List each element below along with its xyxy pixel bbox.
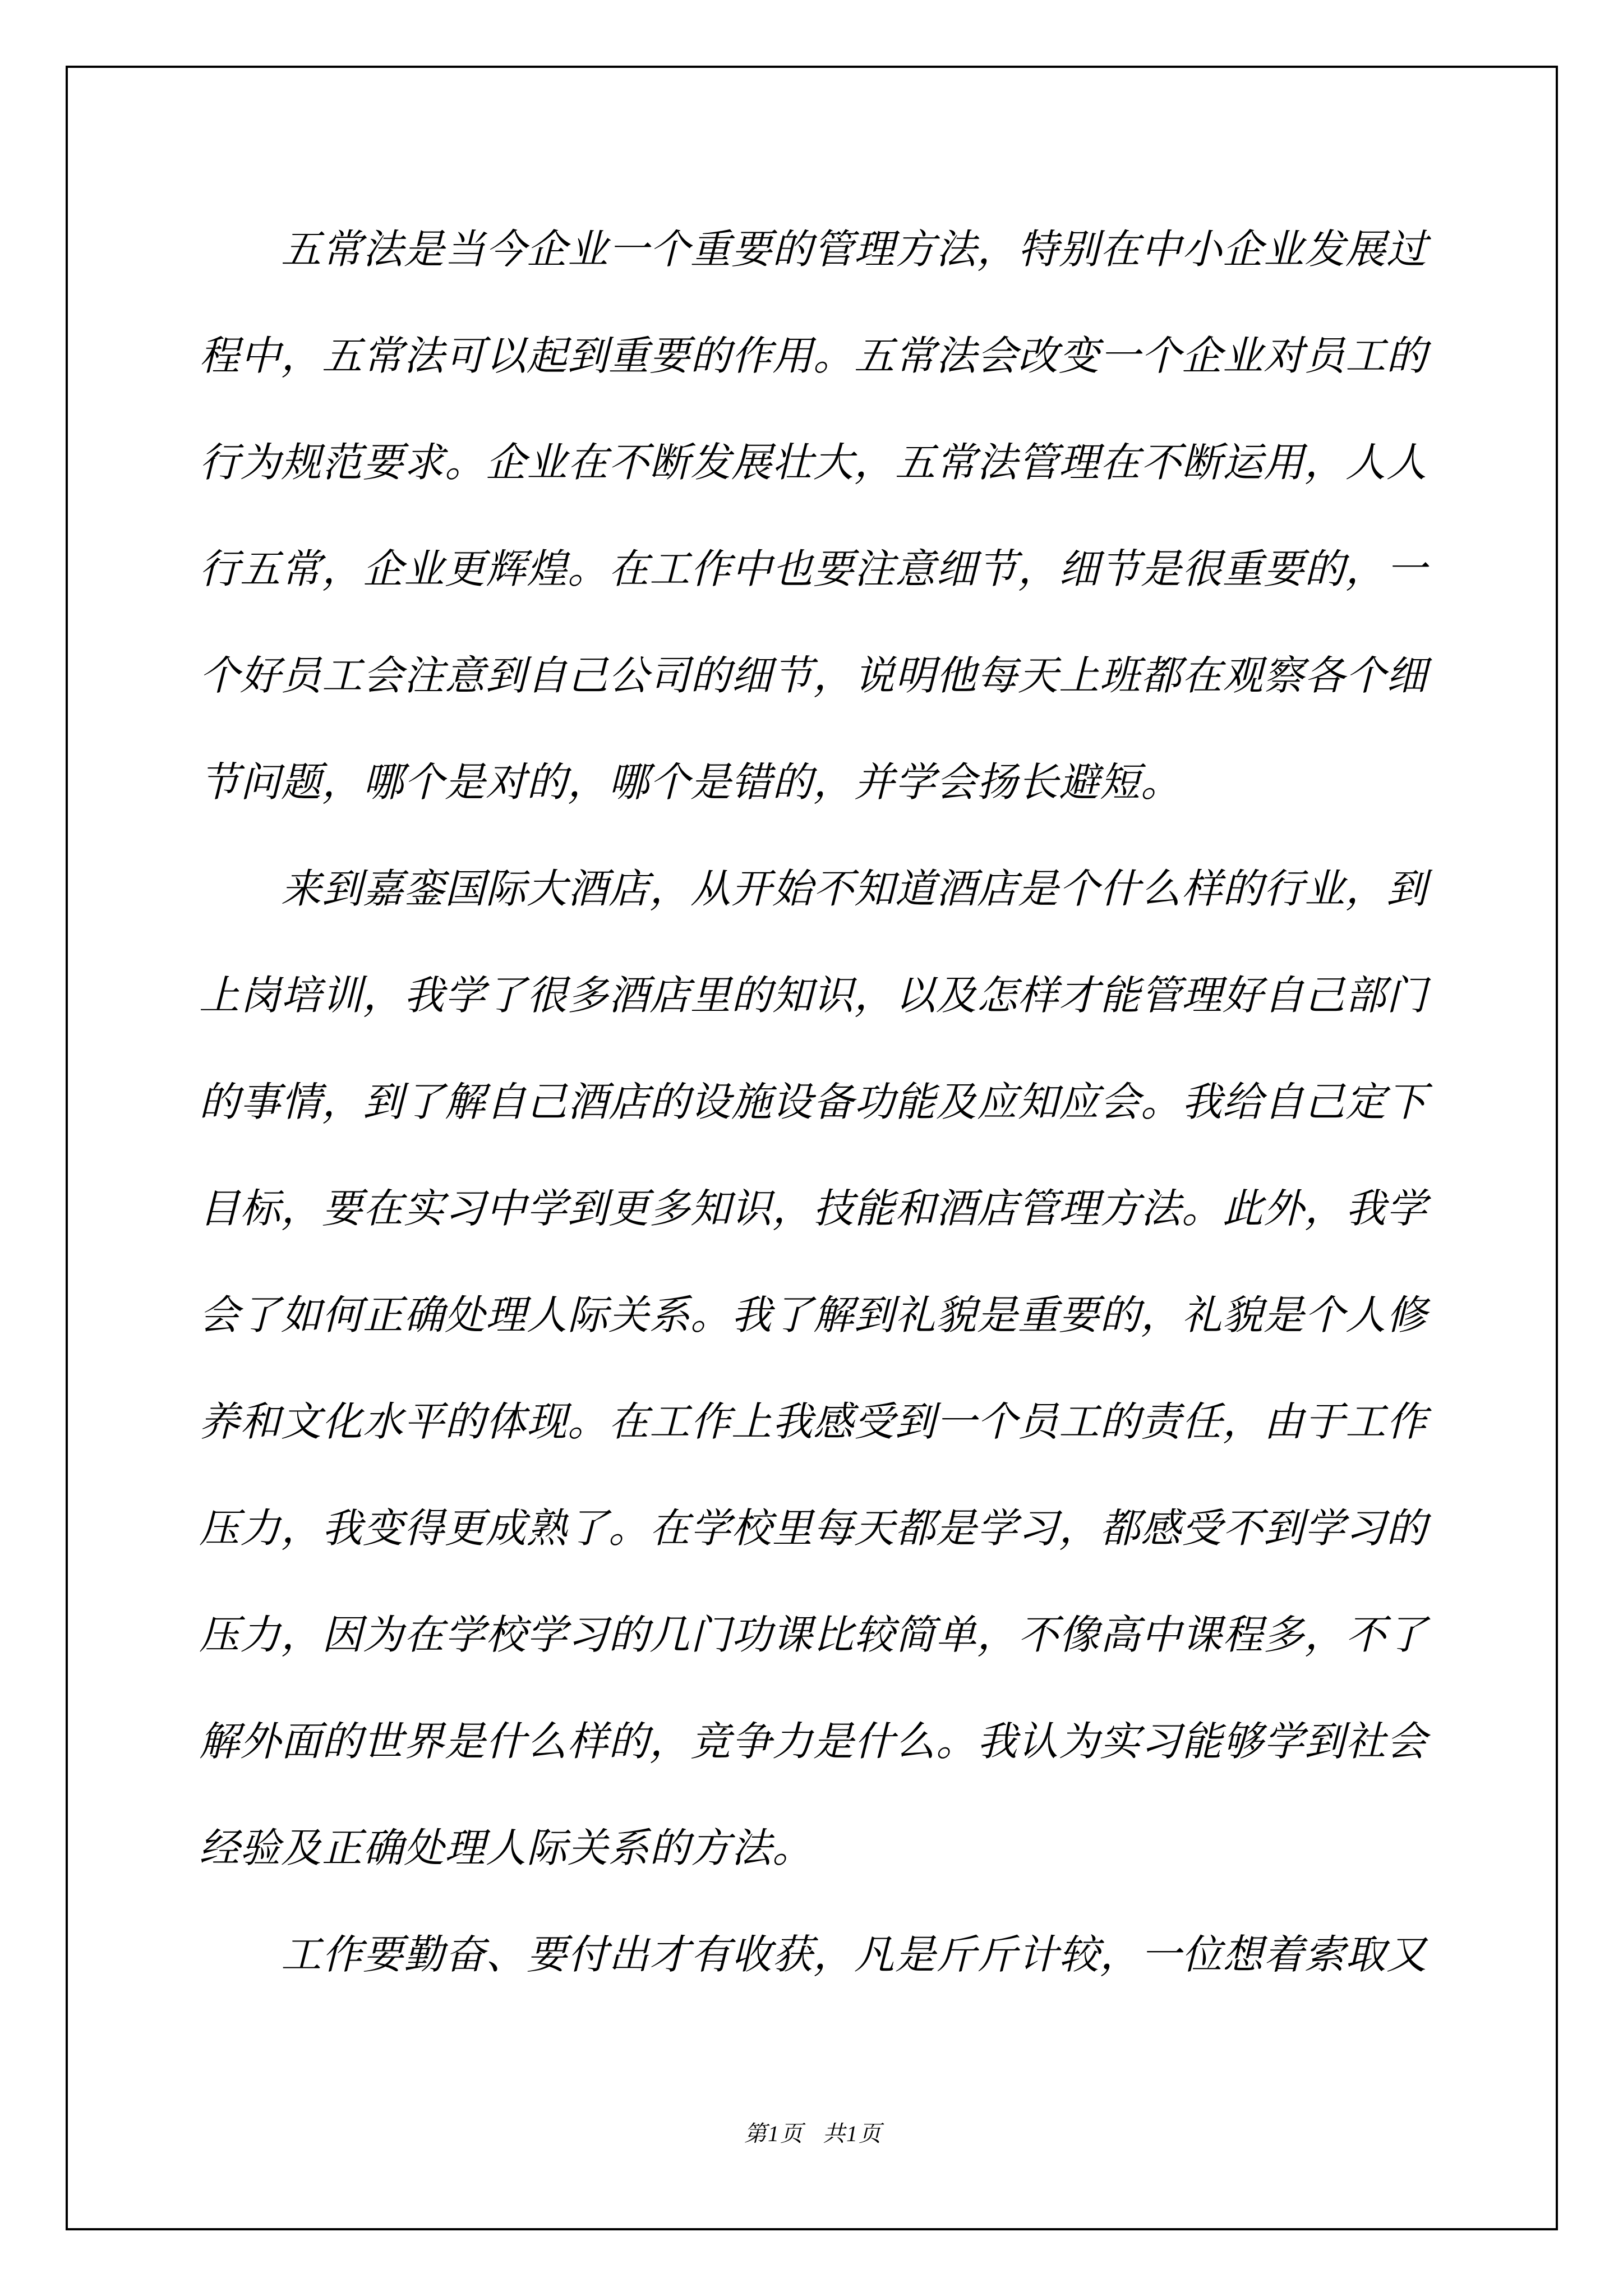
paragraph: 来到嘉銮国际大酒店，从开始不知道酒店是个什么样的行业，到上岗培训，我学了很多酒店里的知识，以及怎样才能管理好自己部门的事情，到了解自己酒店的设施设备功能及应知应会。我给自己定下目标，要在实习中学到更多知识，技能和酒店管理方法。此外，我学会了如何正确处理人际关系。我了解到礼貌是重要的，礼貌是个人修养和文化水平的体现。在工作上我感受到一个员工的责任，由于工作压力，我变得更成熟了。在学校里每天都是学习，都感受不到学习的压力，因为在学校学习的几门功课比较简单，不像高中课程多，不了解外面的世界是什么样的，竞争力是什么。我认为实习能够学到社会经验及正确处理人际关系的方法。 bbox=[199, 867, 1428, 1871]
paragraph: 工作要勤奋、要付出才有收获，凡是斤斤计较，一位想着索取又 bbox=[281, 1932, 1428, 1977]
footer-page-number: 第1页 bbox=[744, 2121, 804, 2146]
paragraph: 五常法是当今企业一个重要的管理方法，特别在中小企业发展过程中，五常法可以起到重要的作用。五常法会改变一个企业对员工的行为规范要求。企业在不断发展壮大，五常法管理在不断运用，人人行五常，企业更辉煌。在工作中也要注意细节，细节是很重要的，一个好员工会注意到自己公司的细节，说明他每天上班都在观察各个细节问题，哪个是对的，哪个是错的，并学会扬长避短。 bbox=[199, 227, 1428, 805]
document-body bbox=[199, 196, 1427, 2008]
footer-page-total: 共1页 bbox=[823, 2121, 882, 2146]
page-footer bbox=[199, 2118, 1427, 2150]
